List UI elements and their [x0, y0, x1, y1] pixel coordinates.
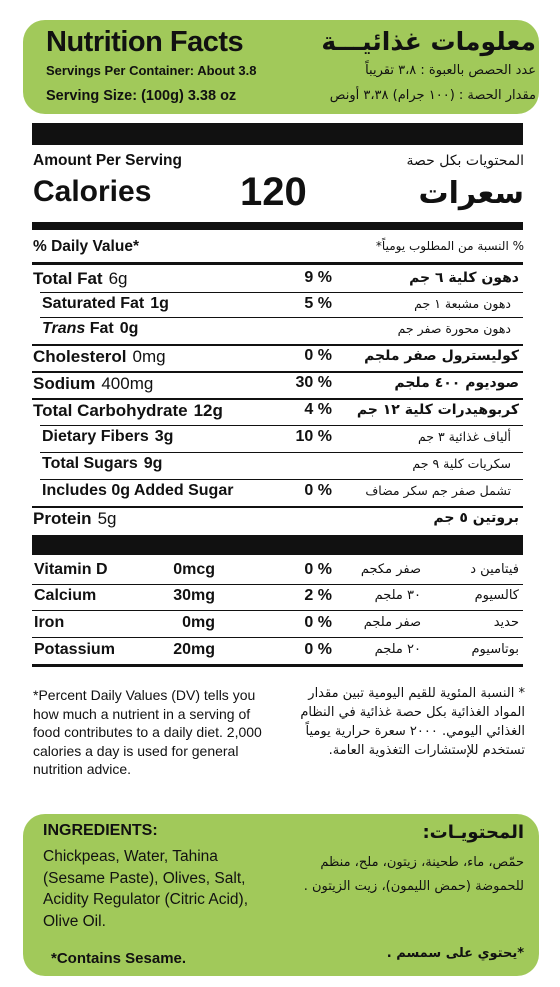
vitamin-amount-ar: ٢٠ ملجم	[374, 642, 421, 657]
nutrient-name: Dietary Fibers	[42, 428, 149, 445]
dv-header-ar: % النسبة من المطلوب يومياً*	[375, 239, 524, 253]
nutrient-amount: 9g	[143, 455, 163, 472]
vitamin-amount-en: 0mg	[182, 614, 215, 631]
nutrient-row	[32, 319, 523, 343]
row-divider	[32, 664, 523, 667]
vitamin-row	[32, 586, 523, 610]
vitamin-amount-en: 0mcg	[173, 561, 215, 578]
row-divider	[40, 292, 523, 293]
vitamin-name-en: Potassium	[34, 641, 115, 658]
nutrient-name-en	[42, 455, 162, 473]
nutrient-name-en	[33, 401, 223, 421]
vitamin-amount-ar: ٣٠ ملجم	[374, 588, 421, 603]
vitamin-amount-ar: صفر مكجم	[360, 562, 421, 577]
vitamin-name-ar: فيتامين د	[470, 562, 519, 577]
serving-size-ar: مقدار الحصة : (١٠٠ جرام) ٣،٣٨ أونص	[329, 88, 536, 103]
amount-label-en: Amount Per Serving	[33, 152, 182, 169]
nutrient-row	[32, 346, 523, 370]
nutrient-row	[32, 454, 523, 478]
amount-label-ar: المحتويات بكل حصة	[406, 153, 524, 169]
nutrient-name-ar: سكريات كلية ٩ جم	[412, 456, 511, 471]
nutrient-row	[32, 373, 523, 397]
servings-en: Servings Per Container: About 3.8	[46, 63, 257, 78]
footnote-ar: * النسبة المئوية للقيم اليومية تبين مقدار المواد الغذائية بكل حصة غذائية في النظام الغذائي اليومي. ٢٠٠٠ سعرة حرارية يومياً تستخدم للإستشارات التغذوية العامة.	[300, 686, 525, 758]
nutrient-name-ar: صوديوم ٤٠٠ ملجم	[394, 375, 519, 391]
footnote-en: *Percent Daily Values (DV) tells you how much a nutrient in a serving of food contributes to a daily diet. 2,000 calories a day is used for general nutrition advice.	[33, 687, 262, 777]
nutrient-row	[32, 400, 523, 424]
nutrient-name-ar: تشمل صفر جم سكر مضاف	[365, 483, 511, 498]
nutrient-name-ar: دهون كلية ٦ جم	[409, 270, 519, 286]
nutrient-daily-value: 5 %	[304, 295, 332, 312]
ingredients-text-en: Chickpeas, Water, Tahina (Sesame Paste), Olives, Salt, Acidity Regulator (Citric Acid), Olive Oil.	[43, 848, 249, 930]
vitamin-name-ar: كالسيوم	[474, 588, 519, 603]
contains-en: *Contains Sesame.	[51, 950, 187, 967]
nutrient-name-en	[42, 428, 173, 446]
nutrient-name-en	[33, 374, 153, 394]
row-divider	[32, 584, 523, 585]
trans-italic: Trans	[42, 320, 90, 337]
nutrient-amount: 1g	[150, 295, 169, 312]
calories-label-en: Calories	[33, 175, 152, 208]
servings-ar: عدد الحصص بالعبوة : ٣،٨ تقريباً	[365, 63, 536, 78]
nutrient-name-ar: كوليسترول صفر ملجم	[364, 348, 519, 364]
vitamin-amount-en: 30mg	[173, 587, 215, 604]
nutrient-daily-value: 0 %	[304, 482, 332, 499]
nutrient-name-en	[33, 509, 116, 529]
title-ar: معلومات غذائيـــة	[321, 27, 536, 56]
nutrient-name-en	[33, 347, 166, 367]
nutrient-row	[32, 294, 523, 318]
row-divider	[32, 610, 523, 611]
row-divider	[40, 425, 523, 426]
ingredients-text-ar: حمّص، ماء، طحينة، زيتون، ملح، منظم للحموضة (حمض الليمون)، زيت الزيتون .	[303, 855, 524, 894]
nutrient-name-ar: ألياف غذائية ٣ جم	[417, 429, 511, 444]
divider	[32, 262, 523, 265]
nutrient-name-ar: كربوهيدرات كلية ١٢ جم	[356, 402, 519, 418]
nutrient-name: Includes 0g Added Sugar	[42, 482, 234, 499]
nutrient-name-ar: دهون مشبعة ١ جم	[414, 296, 511, 311]
ingredients-title-en: INGREDIENTS:	[43, 822, 158, 839]
nutrient-daily-value: 4 %	[304, 401, 332, 418]
nutrient-daily-value: 10 %	[295, 428, 332, 445]
nutrient-amount: 5g	[97, 509, 117, 528]
row-divider	[40, 479, 523, 480]
dv-header-en: % Daily Value*	[33, 238, 139, 255]
row-divider	[40, 317, 523, 318]
calories-label-ar: سعرات	[418, 176, 524, 211]
vitamin-name-en: Calcium	[34, 587, 97, 604]
vitamin-daily-value: 0 %	[304, 561, 332, 578]
vitamin-amount-ar: صفر ملجم	[363, 615, 421, 630]
nutrient-name: Trans Fat	[42, 320, 114, 337]
nutrient-name-en	[42, 482, 233, 500]
vitamin-name-en: Iron	[34, 614, 65, 631]
calories-bar	[32, 222, 523, 230]
nutrient-name: Total Sugars	[42, 455, 138, 472]
nutrient-name-en	[42, 320, 138, 338]
nutrient-name: Cholesterol	[33, 347, 127, 366]
row-divider	[40, 452, 523, 453]
vitamin-name-ar: حديد	[493, 615, 519, 630]
vitamin-thick-bar	[32, 535, 523, 555]
nutrient-name: Total Carbohydrate	[33, 401, 188, 420]
nutrient-row	[32, 427, 523, 451]
nutrient-amount: 12g	[193, 401, 223, 420]
vitamin-row	[32, 640, 523, 664]
nutrient-row	[32, 481, 523, 505]
nutrient-daily-value: 9 %	[304, 269, 332, 286]
nutrient-name: Sodium	[33, 374, 96, 393]
nutrient-daily-value: 30 %	[295, 374, 332, 391]
nutrient-name-en	[42, 295, 169, 313]
vitamin-daily-value: 0 %	[304, 614, 332, 631]
title-en: Nutrition Facts	[46, 26, 244, 58]
ingredients-title-ar: المحتويـات:	[422, 822, 524, 843]
nutrient-amount: 6g	[108, 269, 128, 288]
nutrient-amount: 0mg	[132, 347, 166, 366]
vitamin-name-ar: بوتاسيوم	[471, 642, 519, 657]
row-divider	[32, 637, 523, 638]
nutrient-name-ar: بروتين ٥ جم	[433, 510, 519, 526]
serving-size-en: Serving Size: (100g) 3.38 oz	[46, 88, 237, 104]
nutrient-row	[32, 268, 523, 292]
nutrient-amount: 0g	[119, 320, 139, 337]
contains-ar: *يحتوي على سمسم .	[386, 946, 524, 961]
nutrient-name-en	[33, 269, 128, 289]
top-thick-bar	[32, 123, 523, 145]
vitamin-name-en: Vitamin D	[34, 561, 108, 578]
vitamin-daily-value: 0 %	[304, 641, 332, 658]
vitamin-row	[32, 613, 523, 637]
nutrient-name: Saturated Fat	[42, 295, 145, 312]
vitamin-amount-en: 20mg	[173, 641, 215, 658]
nutrient-amount: 3g	[154, 428, 174, 445]
calories-value: 120	[240, 170, 307, 214]
nutrient-amount: 400mg	[101, 374, 154, 393]
vitamin-daily-value: 2 %	[304, 587, 332, 604]
nutrient-row	[32, 508, 523, 534]
nutrient-name-ar: دهون محورة صفر جم	[397, 321, 511, 336]
vitamin-row	[32, 560, 523, 584]
nutrient-name: Total Fat	[33, 269, 103, 288]
nutrient-daily-value: 0 %	[304, 347, 332, 364]
nutrient-name: Protein	[33, 509, 92, 528]
